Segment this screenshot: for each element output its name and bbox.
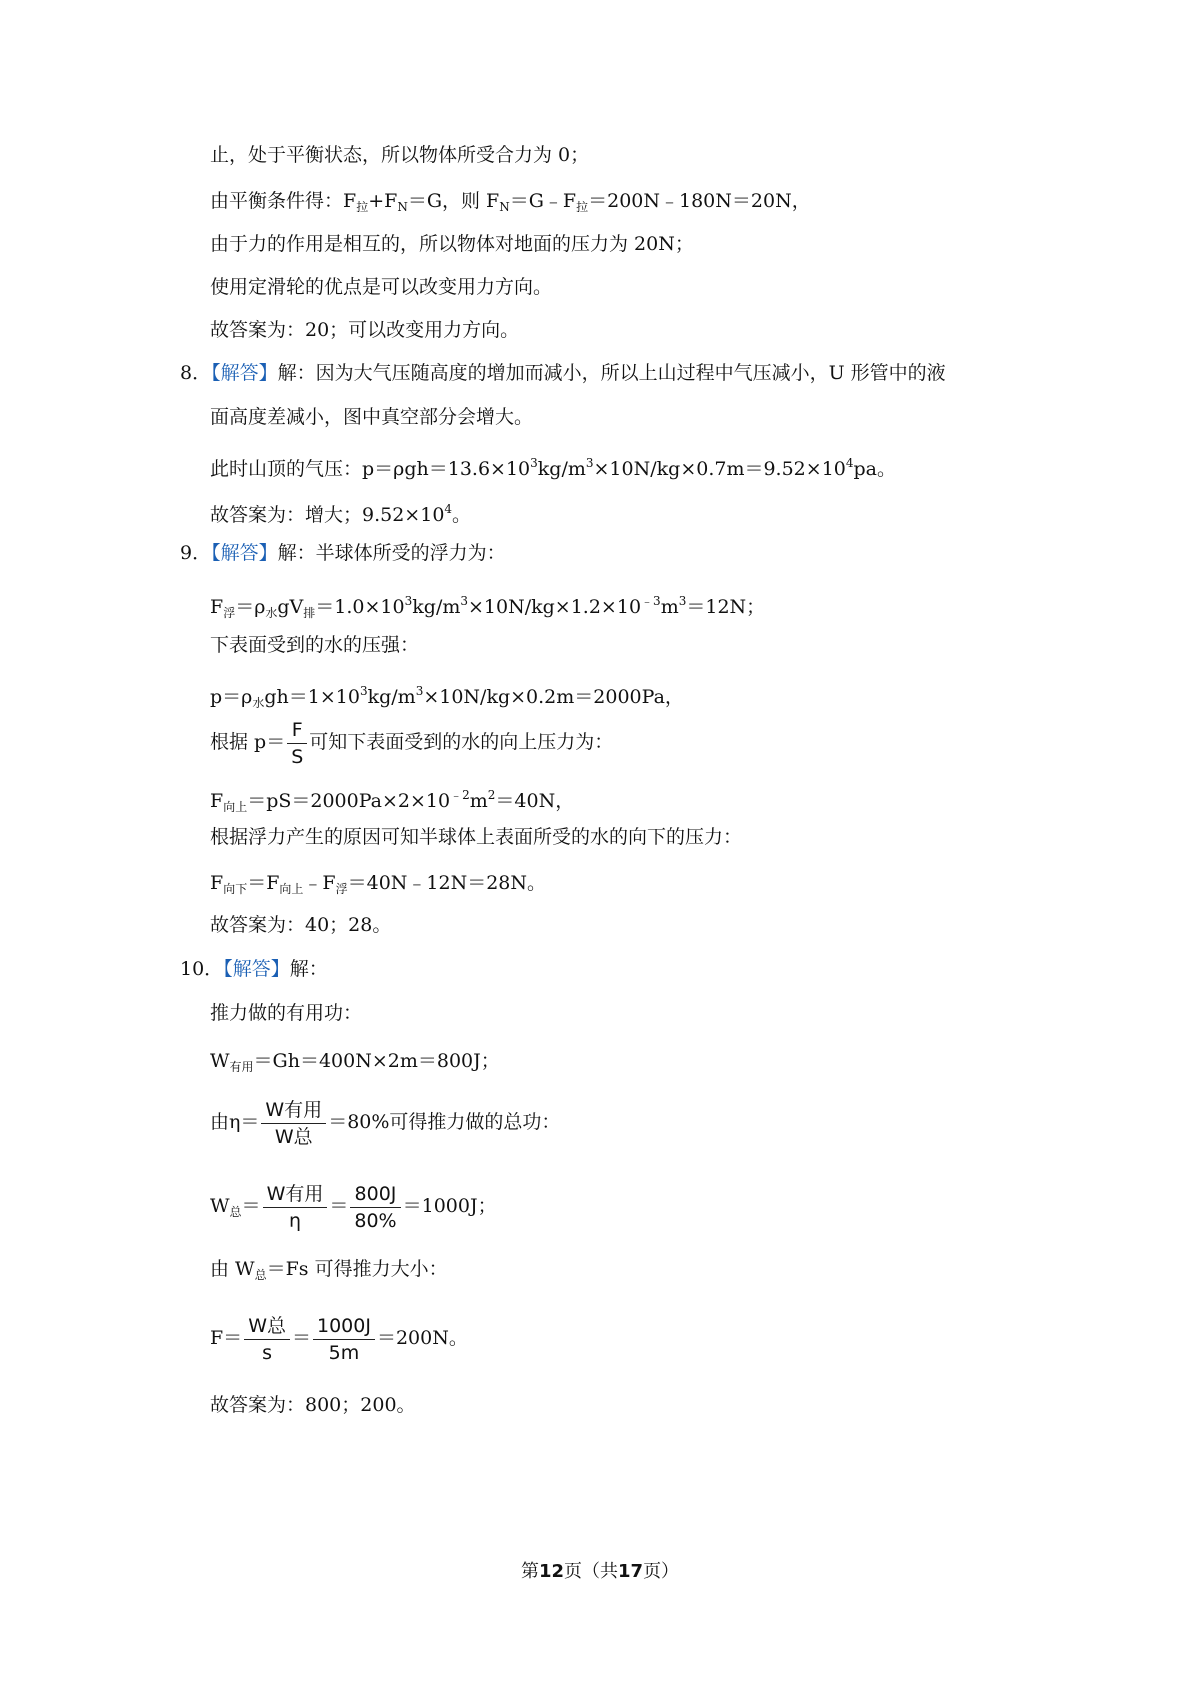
- fraction: $\frac{\text{W有用}}{\eta}$: [263, 1183, 328, 1232]
- text-line: 根据浮力产生的原因可知半球体上表面所受的水的向下的压力：: [210, 826, 743, 848]
- answer-line: 故答案为：20；可以改变用力方向。: [210, 319, 520, 341]
- answer-line: 故答案为：增大；$9.52\times 10^4$。: [210, 502, 472, 526]
- question-10-header: 10．【解答】解：: [180, 958, 328, 980]
- equation-line: 由η＝ $\frac{\text{W有用}}{\text{W总}}$ ＝80%可得推力做的总功：: [210, 1098, 561, 1148]
- equation-line: 由 $W_总=Fs$ 可得推力大小：: [210, 1258, 448, 1282]
- question-9-header: 9．【解答】解：半球体所受的浮力为：: [180, 542, 506, 564]
- text-line: 止，处于平衡状态，所以物体所受合力为 0；: [210, 144, 590, 166]
- equation-line: $F_浮=\rho_水gV_排=1.0\times 10^3kg/m^3\times 10N/kg\times 1.2\times 10^{﹣3}m^3=12N$；: [210, 594, 766, 620]
- equation-line: $p=\rho_水gh=1\times 10^3kg/m^3\times 10N/kg\times 0.2m=2000Pa$，: [210, 684, 684, 710]
- solution-tag: 【解答】: [211, 542, 278, 564]
- page-footer: 第12页（共17页）: [520, 1561, 680, 1582]
- answer-line: 故答案为：40；28。: [210, 914, 392, 936]
- text-line: 由于力的作用是相互的，所以物体对地面的压力为 20N；: [210, 233, 694, 255]
- text-line: 使用定滑轮的优点是可以改变用力方向。: [210, 276, 553, 298]
- text-line: 面高度差减小，图中真空部分会增大。: [210, 406, 534, 428]
- fraction: $\frac{\text{W有用}}{\text{W总}}$: [261, 1099, 326, 1148]
- equation-line: 根据 p＝ $\frac{F}{S}$ 可知下表面受到的水的向上压力为：: [210, 718, 614, 768]
- equation-line: $W_总=$ $\frac{\text{W有用}}{\eta}$ ＝ $\frac{800J}{80\%}$ ＝1000J；: [210, 1182, 497, 1232]
- equation-line: $F_{向下}=F_{向上}﹣F_浮=40N﹣12N=28N$。: [210, 872, 547, 896]
- page-number: 12: [538, 1561, 564, 1582]
- equation-line: 此时山顶的气压：$p=\rho gh=13.6\times 10^3kg/m^3\times 10N/kg\times 0.7m=9.52\times 10^4pa$。: [210, 456, 897, 480]
- page-total: 17: [618, 1561, 644, 1582]
- equation-line: $W_{有用}=Gh=400N\times 2m=800J$；: [210, 1050, 500, 1074]
- fraction: $\frac{F}{S}$: [287, 719, 307, 768]
- fraction: $\frac{800J}{80\%}$: [350, 1183, 400, 1232]
- equation-line: $F_{向上}=pS=2000Pa\times 2\times 10^{﹣2}m^2=40N$，: [210, 788, 575, 814]
- question-8-header: 8．【解答】解：因为大气压随高度的增加而减小，所以上山过程中气压减小，U 形管中的液: [180, 362, 946, 384]
- text-line: 推力做的有用功：: [210, 1002, 363, 1024]
- solution-tag: 【解答】: [211, 362, 278, 384]
- equation-line: F＝ $\frac{\text{W总}}{s}$ ＝ $\frac{1000J}{5m}$ ＝200N。: [210, 1314, 468, 1364]
- solution-tag: 【解答】: [223, 958, 290, 980]
- answer-line: 故答案为：800；200。: [210, 1394, 416, 1416]
- fraction: $\frac{\text{W总}}{s}$: [244, 1315, 290, 1364]
- fraction: $\frac{1000J}{5m}$: [313, 1315, 375, 1364]
- equation-line: 由平衡条件得：$F_拉+F_N=G$，则 $F_N=G﹣F_拉=200N﹣180N=20N$，: [210, 190, 811, 214]
- text-line: 下表面受到的水的压强：: [210, 634, 420, 656]
